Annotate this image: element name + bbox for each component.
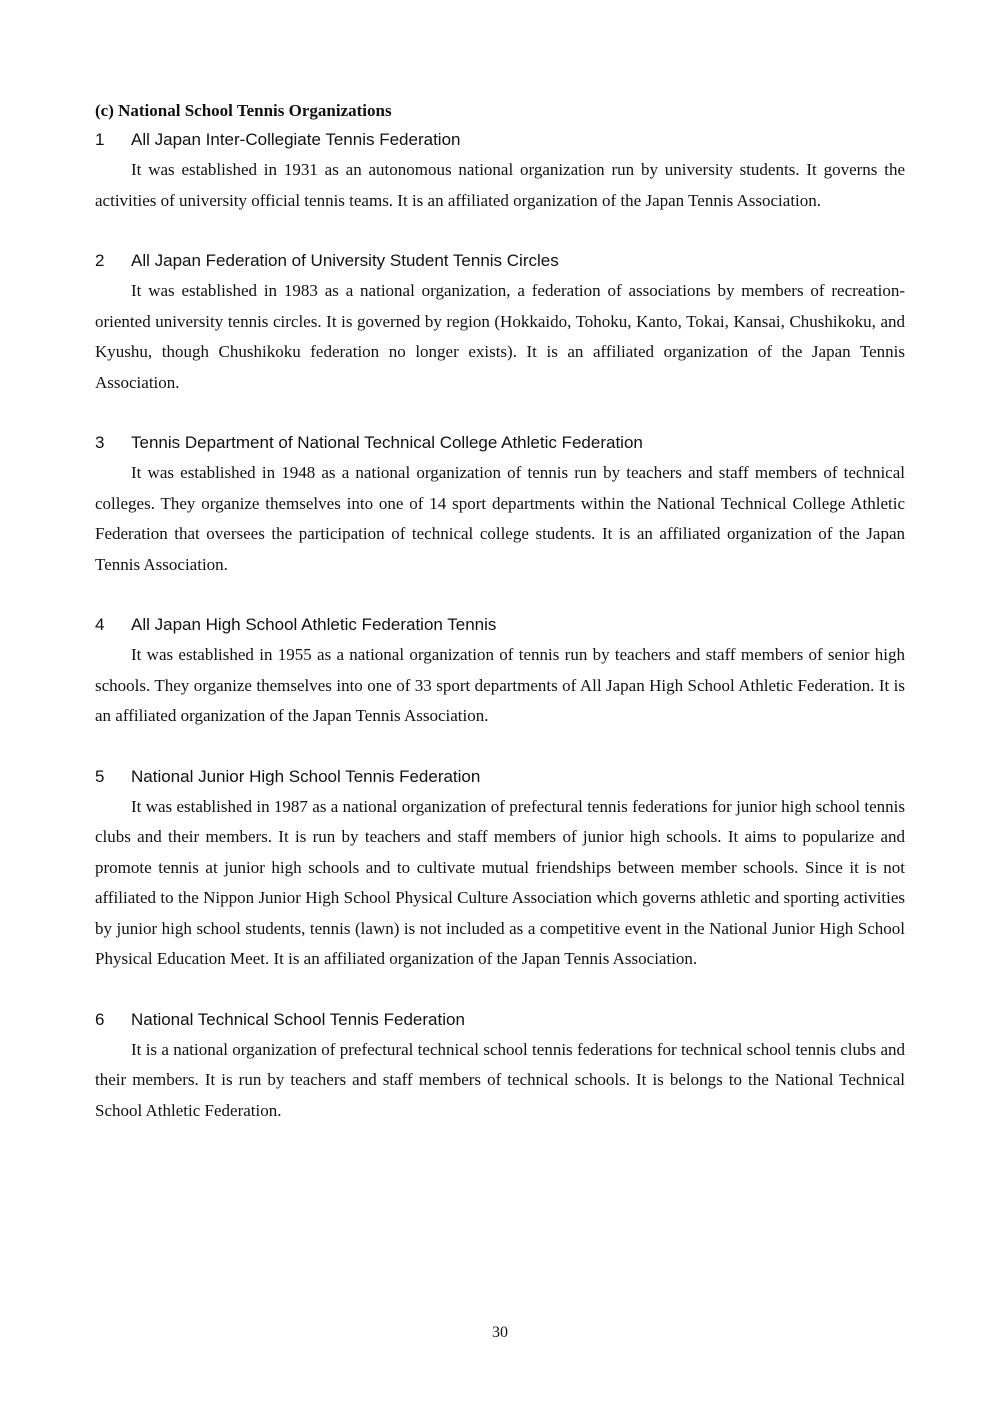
section-body: It is a national organization of prefectural technical school tennis federations for technical school tennis clubs and their members. It is run by teachers and staff members of technical schools. It is belongs to the National Technical School Athletic Federation. [95, 1039, 905, 1120]
section-body: It was established in 1955 as a national organization of tennis run by teachers and staff members of senior high schools. They organize themselves into one of 33 sport departments of All Japan High School Athletic Federation. It is an affiliated organization of the Japan Tennis Association. [95, 645, 905, 725]
section-title [95, 246, 905, 276]
section-number: 6 [95, 1009, 105, 1029]
section-title [95, 610, 905, 640]
section-body: It was established in 1987 as a national organization of prefectural tennis federations for junior high school tennis clubs and their members. It is run by teachers and staff members of junior high schools. It aims to popularize and promote tennis at junior high schools and to cultivate mutual friendships between member schools. Since it is not affiliated to the Nippon Junior High School Physical Culture Association which governs athletic and sporting activities by junior high school students, tennis (lawn) is not included as a competitive event in the National Junior High School Physical Education Meet. It is an affiliated organization of the Japan Tennis Association. [95, 796, 905, 968]
section-number: 4 [95, 615, 105, 634]
document-page [95, 97, 905, 1156]
section-4 [95, 610, 905, 732]
section-title [95, 125, 905, 155]
section-title-text: All Japan High School Athletic Federation Tennis [131, 615, 497, 634]
section-3 [95, 428, 905, 580]
section-number: 1 [95, 130, 105, 149]
section-2 [95, 246, 905, 398]
section-title-text: Tennis Department of National Technical College Athletic Federation [131, 433, 643, 452]
section-title [95, 1005, 905, 1035]
section-title-text: All Japan Inter-Collegiate Tennis Federation [131, 130, 461, 149]
section-title [95, 762, 905, 792]
section-body: It was established in 1931 as an autonomous national organization run by university students. It governs the activities of university official tennis teams. It is an affiliated organization of the Japan Tennis Association. [95, 160, 905, 210]
section-number: 5 [95, 766, 105, 786]
section-5 [95, 762, 905, 975]
section-title-text: National Junior High School Tennis Federation [131, 766, 481, 786]
section-number: 3 [95, 433, 105, 452]
section-title-text: All Japan Federation of University Student Tennis Circles [131, 251, 559, 270]
section-1 [95, 125, 905, 216]
page-number: 30 [492, 1324, 508, 1341]
section-title [95, 428, 905, 458]
section-6 [95, 1005, 905, 1127]
section-body: It was established in 1948 as a national organization of tennis run by teachers and staff members of technical colleges. They organize themselves into one of 14 sport departments within the National Technical College Athletic Federation that oversees the participation of technical college students. It is an affiliated organization of the Japan Tennis Association. [95, 463, 905, 574]
section-body: It was established in 1983 as a national organization, a federation of associations by members of recreation-oriented university tennis circles. It is governed by region (Hokkaido, Tohoku, Kanto, Tokai, Kansai, Chushikoku, and Kyushu, though Chushikoku federation no longer exists). It is an affiliated organization of the Japan Tennis Association. [95, 281, 905, 392]
section-number: 2 [95, 251, 105, 270]
section-title-text: National Technical School Tennis Federation [131, 1009, 465, 1029]
section-heading: (c) National School Tennis Organizations [95, 101, 392, 120]
